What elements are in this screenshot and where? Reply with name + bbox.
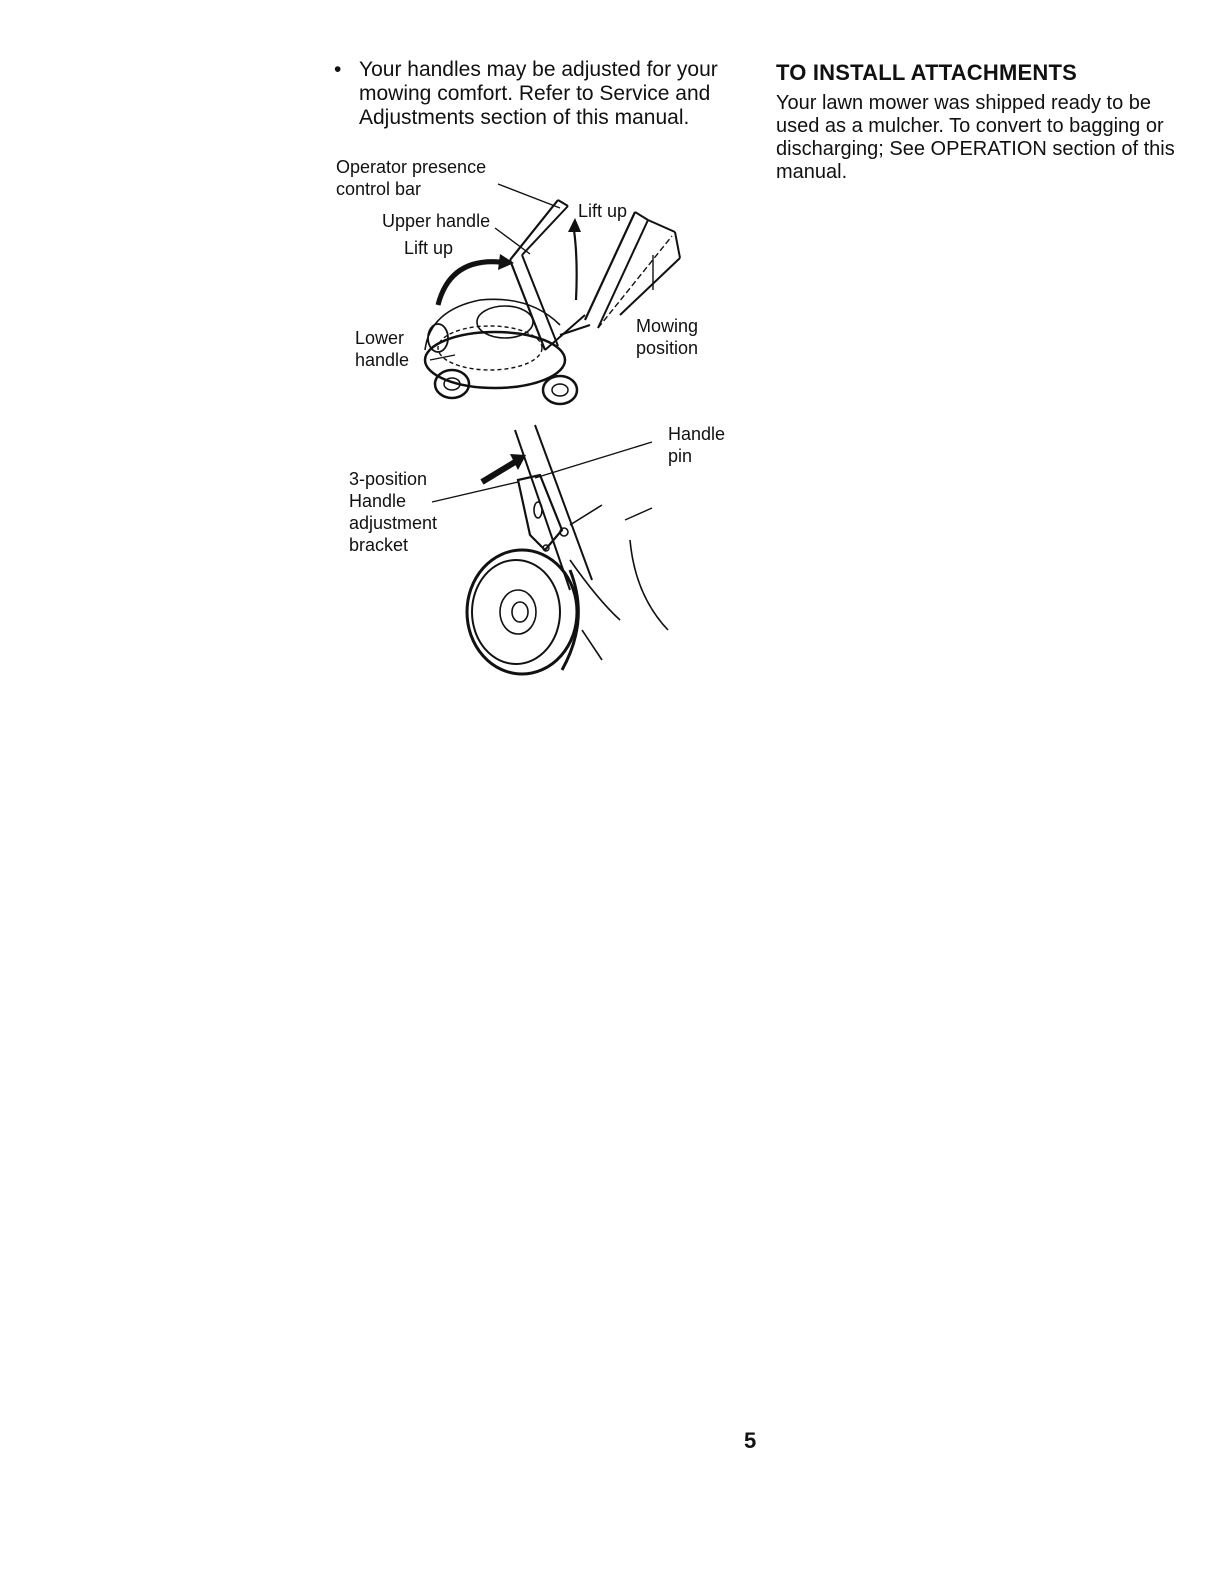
leader-line-control-bar <box>498 184 560 208</box>
label-lift-up-left: Lift up <box>404 238 454 258</box>
label-handle-adjustment-bracket: 3-position Handle adjustment bracket <box>349 469 438 555</box>
adjust-handles-bullet <box>334 58 744 130</box>
bullet-text: Your handles may be adjusted for your mowing comfort. Refer to Service and Adjustments section of this manual. <box>359 58 718 129</box>
section-body: Your lawn mower was shipped ready to be used as a mulcher. To convert to bagging or discharging; See OPERATION section of this manual. <box>776 92 1175 183</box>
label-mowing-position: Mowing position <box>636 316 699 358</box>
label-handle-pin: Handle pin <box>668 424 726 466</box>
bullet-dot: • <box>334 58 342 81</box>
label-operator-presence-control-bar: Operator presence control bar <box>336 157 487 199</box>
section-heading: TO INSTALL ATTACHMENTS <box>776 60 1077 85</box>
leader-line-lower-handle <box>430 355 455 360</box>
label-upper-handle: Upper handle <box>382 211 491 231</box>
leader-line-bracket <box>432 482 518 502</box>
label-lift-up-top: Lift up <box>578 201 628 221</box>
label-lower-handle: Lower handle <box>355 328 410 370</box>
page-number: 5 <box>744 1428 757 1453</box>
install-attachments-section <box>776 60 1196 184</box>
